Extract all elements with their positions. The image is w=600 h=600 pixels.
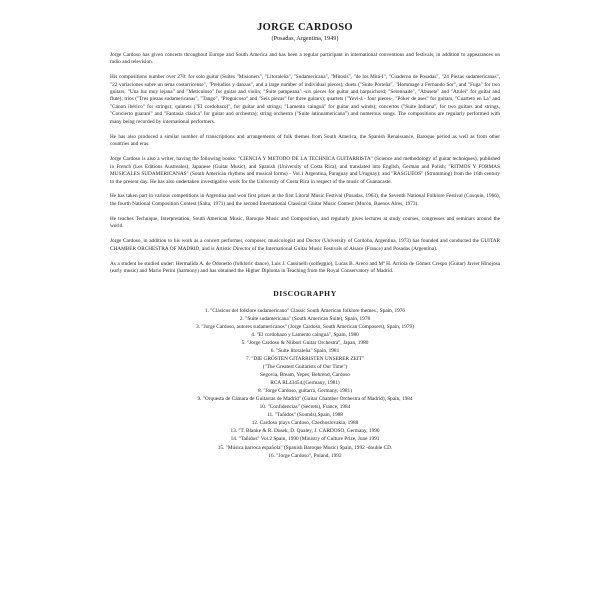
list-item: 14. "Tañidos" Vol.2 Spain, 1990 (Ministry of Culture Prize, June 1991: [230, 436, 380, 443]
biography-paragraph: He has also produced a similar number of transcriptions and arrangements of folk themes from South America, the Spanish Renaissance, Baroque period as well as from other countries and eras.: [110, 133, 500, 148]
discography-list: [110, 307, 500, 460]
list-item: 16. "Jorge Cardoso", Poland, 1992: [268, 452, 342, 459]
list-item: 2. "Suite sudamericana" (South American Suite), Spain, 1978: [239, 315, 371, 322]
list-item: 5. "Jorge Cardoso & Niibori Guitar Orchestra", Japan, 1980: [241, 339, 369, 346]
list-item: 10. "Confidencias" (Secrets), France, 1984: [259, 404, 351, 411]
list-item: 3. "Jorge Cardoso, autores sudamericanos" (Jorge Cardoso, South American Composers), Spain, 1979): [196, 323, 414, 330]
list-item: 13. "T. Blanke & R. Dusek, D. Qualey, J. CARDOSO, Germany, 1990: [230, 428, 380, 435]
biography-paragraph: He teaches Technique, Interpretation, South American Music, Baroque Music and Composition, and regularly gives lectures at study courses, congresses and seminars around the world.: [110, 215, 500, 230]
list-item: 11. "Tañidos" (Sounds),Spain, 1988: [267, 412, 343, 419]
list-item: 7. "DIE GRÖSTEN GITARRISTEN UNSERER ZEIT": [245, 355, 365, 362]
list-item-detail: ("The Greatest Guitarists of Our Time"): [262, 364, 348, 371]
biography-paragraph: Jorge Cardoso has given concerts throughout Europe and South America and has been a regular participant in international conventions and festivals, in addition to appearances on radio and television.: [110, 51, 500, 66]
list-item-detail: Segovia, Bream, Yepes, Behrend, Cardoso: [260, 372, 350, 379]
biography-paragraph: Jorge Cardoso is also a writer, having the following books: "CIENCIA Y METODO DE LA TECHNICA GUITARRISTA" (Science and methodology of guitar techniques), published in French (Les Editions Austreales), Japanese (Guitar Music), and Spanish (University of Costa Rica), and translated into English, German and Polish; "RITMOS Y FORMAS MUSICALES SUDAMERICANAS" (South American rhythms and musical forms) - Vol.1 Argentina, Paraguay and Uruguay); and "RASGUEOS" (Strumming) from the 16th century to the present day. He has also undertaken investigative work for the University of Costa Rica in respect of the music of Guanacaste.: [110, 156, 500, 185]
list-item: 6. "Suite litoraleña" Spain, 1981: [270, 347, 340, 354]
list-item: 1. "Clásicos del folklore sudamericano" Classic South American folklore themes., Spain, 1976: [204, 307, 406, 314]
biography-paragraph: His compositions number over 270: for solo guitar (Suites "Misioners", "Litoraleña", "Sudamericana", "Mitosis", "de los Mitá-I", "Cuaderno de Posadas", "24 Piezas sudamericanas", "22 variaciones sobre un tema costarricense", "Preludios y danzas", and a large number of individual pieces); duets ("Suite Porteña", "Hommage a Fernando Sor", and "Fuga" for two guitars; "Una luz muy lejana" and "Meticuloso" for guitar and violin; "Suite pampeana" -six pieces for guitar and harpsichord; "Serennaite", "Abusete" and "Atulei" for guitar and flute); trios ("Tres piezas sudamericanas", "Tango", "Preguicoso" and "Seis piezas" for three guitars); quartets ("Yevi-á - four pieces-, "Póker de ases" for guitars, "Cuarteto en La" and "Cánon ibérico" for strings); quintets ("El cordobazo)", for guitar and strings; "Lamento cainguá" for guitar and winds); concertos ("Suite Indiana", for two guitars and strings, "Concierto guaraní" and "Fantasia clásica" for guitar and orchestra); string orchestra ("Suite latinoamericana") and numerous songs. The compositions are regularly performed with many being recorded by international performers.: [110, 74, 500, 125]
list-item: 4. "El cordobazo y Lamento cainguá", Spain, 1980: [251, 331, 359, 338]
page-subtitle: (Posadas, Argentina, 1949): [271, 34, 339, 42]
list-item: 9. "Orquesta de Cámara de Guitarras de Madrid" (Guitar Chamber Orchestra of Madrid), Spain, 1984: [197, 396, 413, 403]
biography-paragraph: Jorge Cardoso, in addition to his work as a concert performer, composer, musicologist and Doctor (University of Cordoba, Argentina, 1973) has founded and conducted the GUITAR CHAMBER ORCHESTRA OF MADRID, and is Artistic Director of the International Guitar Music Festivals of Alsace (France) and Posadas (Argentina).: [110, 238, 500, 252]
biography-paragraph: As a student he studied under: Hermalida A. de Odonetto (folkloric dance), Luis J. Cassinelli (solfeggio), Lucas B. Areco and Mª H. Arriola de Gómez Crespo (Guitar) Javier Hinojosa (early music) and Mario Perini (harmony) and has obtained the Higher Diploma in Teaching from the Royal Conservatory of Madrid.: [110, 260, 500, 275]
list-item-detail: RCA RL43454,(Germany, 1981): [270, 380, 340, 387]
discography-heading: DISCOGRAPHY: [273, 288, 337, 298]
biography-paragraph: He has taken part in various competitions in Argentina and won first prizes at the first Litoral Music Festival (Posadas, 1963), the Seventh National Folklore Festival (Cosquin, 1966), the fourth National Composition Contest (Salta, 1971) and the second International Classical Guitar Music Contest (Morón, Buenos Aires, 1973).: [110, 193, 500, 207]
page-title: JORGE CARDOSO: [257, 22, 353, 33]
list-item: 12. Cardoso plays Cardoso, Czechoslovakia, 1988: [251, 420, 359, 427]
list-item: 15. "Música barroca española" (Spanish Baroque Music) Spain, 1992 -double CD.: [217, 444, 393, 451]
list-item: 8. "Jorge Cardoso, guitarra, Germany, 1981): [258, 388, 352, 395]
